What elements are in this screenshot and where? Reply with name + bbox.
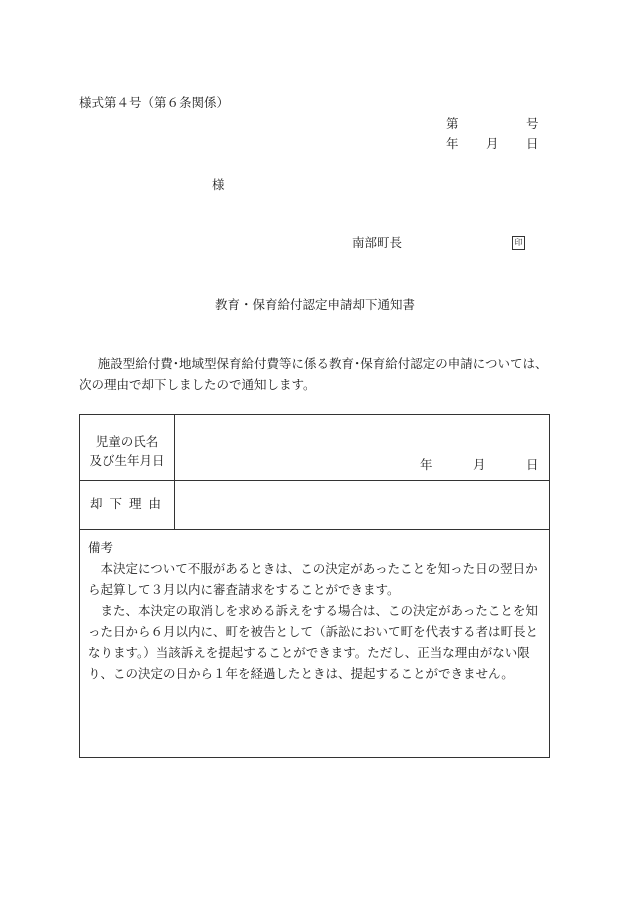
birth-day-label: 日 xyxy=(526,457,539,472)
body-paragraph: 施設型給付費･地域型保育給付費等に係る教育･保育給付認定の申請については、次の理由で却下しましたので通知します。 xyxy=(79,356,548,392)
child-info-row xyxy=(80,415,549,481)
form-label: 様式第４号（第６条関係） xyxy=(79,95,230,110)
birth-year-label: 年 xyxy=(420,457,433,472)
seal-mark: 印 xyxy=(512,236,525,250)
child-name-label-line1: 児童の氏名 xyxy=(95,434,159,449)
child-name-label-line2: 及び生年月日 xyxy=(89,453,165,468)
number-suffix: 号 xyxy=(526,116,539,131)
rejection-reason-label: 却下理由 xyxy=(90,496,169,511)
issue-date-year: 年 xyxy=(446,136,459,151)
remarks-paragraph-2: また、本決定の取消しを求める訴えをする場合は、この決定があったことを知った日から６月以内に、町を被告として（訴訟において町を代表する者は町長となります。）当該訴えを提起することができます。ただし、正当な理由がない限り、この決定の日から１年を経過したときは、提起することができません。 xyxy=(88,603,539,681)
decision-table xyxy=(79,414,550,758)
rejection-reason-row xyxy=(80,481,549,530)
document-title: 教育・保育給付認定申請却下通知書 xyxy=(214,297,415,312)
child-name-label xyxy=(80,432,174,470)
remarks-paragraph-1: 本決定について不服があるときは、この決定があったことを知った日の翌日から起算して３月以内に審査請求をすることができます。 xyxy=(88,561,538,597)
issue-date-day: 日 xyxy=(526,136,539,151)
birth-month-label: 月 xyxy=(473,457,486,472)
addressee-suffix: 様 xyxy=(212,177,225,192)
number-prefix: 第 xyxy=(446,116,459,131)
sender-title: 南部町長 xyxy=(352,235,403,250)
remarks-section xyxy=(88,537,546,684)
issue-date-month: 月 xyxy=(486,136,499,151)
remarks-heading: 備考 xyxy=(88,540,114,555)
column-divider xyxy=(174,415,175,530)
